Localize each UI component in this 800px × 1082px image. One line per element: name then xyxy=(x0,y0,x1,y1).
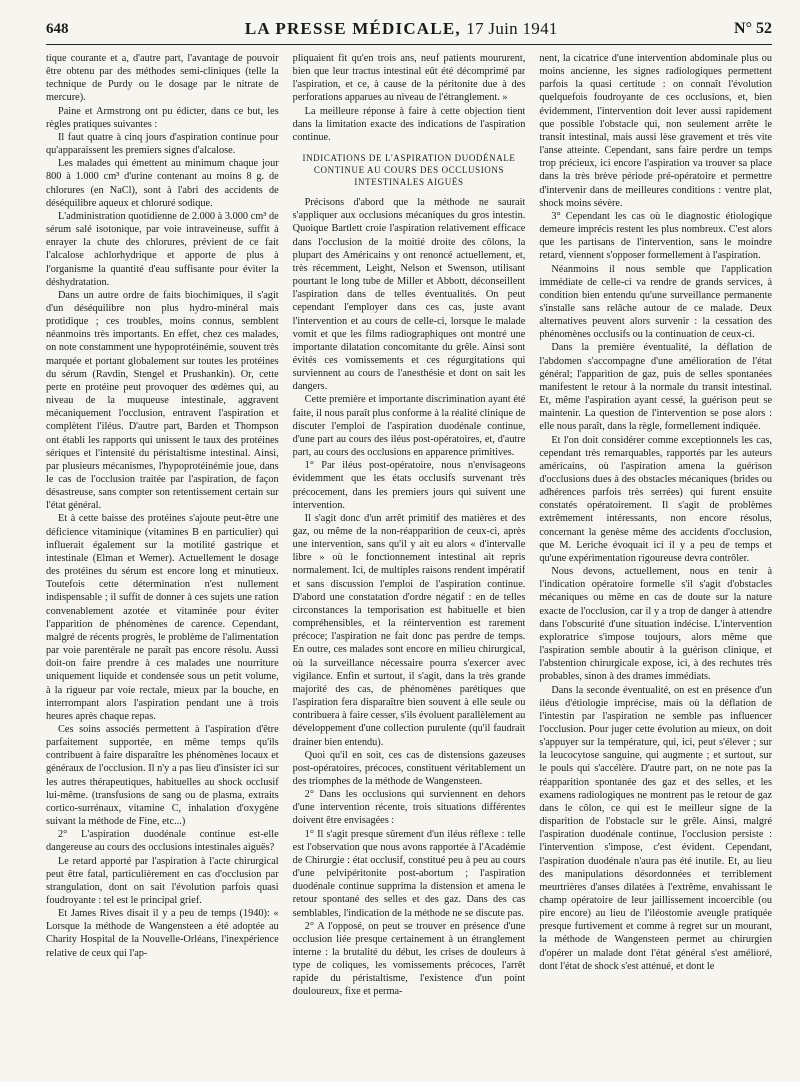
paragraph: Et à cette baisse des protéines s'ajoute peut-être une déficience vitaminique (vitamines B en particulier) qui influerait également sur la motilité gastrique et intestinale (Elman et Wemer). Actuellement le dosage des protéines du sérum est encore long et minutieux. Toutefois cette détermination n'est nullement indispensable ; il suffit de donner à ces sujets une ration convenablement azotée et vitaminée pour éviter l'apparition de phénomènes de carence. Cependant, malgré de récents progrès, le problème de l'alimentation par voie parentérale ne paraît pas encore résolu. Aussi doit-on faire prendre à ces malades une nourriture uniquement liquide et condensée sous un petit volume, à la rigueur par voie rectale, mieux par la bouche, en interrompant alors l'aspiration pendant une à trois heures après chaque repas. xyxy=(46,513,279,722)
paragraph: L'administration quotidienne de 2.000 à 3.000 cm³ de sérum salé isotonique, par voie intraveineuse, suffit à enrayer la chute des chlorures, prévient de ce fait l'alcalose achlorhydrique et apporte de plus à l'organisme la quantité d'eau suffisante pour éviter la déshydratation. xyxy=(46,210,279,288)
paragraph: Il s'agit donc d'un arrêt primitif des matières et des gaz, ou même de la non-réapparition de ceux-ci, après une intervention, sans qu'il y ait eu alors « d'intervalle libre » où le fonctionnement intestinal ait repris normalement. Ici, de multiples raisons rendent impératif et sans discussion l'emploi de l'aspiration continue. D'abord une constatation d'ordre négatif : en de telles circonstances la temporisation est habituelle et bien compréhensibles, et la réintervention est rarement précoce; l'aspiration ne fait donc pas perdre de temps. En outre, ces malades sont encore en milieu chirurgical, où la surveillance nécessaire pourra s'exercer avec vigilance. Enfin et surtout, il s'agit, dans la très grande majorité des cas, de phénomènes parétiques que l'aspiration fera disparaître bien souvent à elle seule ou contribuera à faire cesser, s'ils évoluent parallèlement au développement d'une collection purulente (qu'il faudrait drainer bien entendu). xyxy=(292,512,526,748)
paragraph: Cette première et importante discrimination ayant été faite, il nous paraît plus conforme à la réalité clinique de discuter l'emploi de l'aspiration duodénale continue, d'une part au cours des iléus post-opératoires, et, d'autre part, au cours des occlusions en apparence primitives. xyxy=(292,394,526,459)
paragraph: Dans la seconde éventualité, on est en présence d'un iléus d'étiologie imprécise, mais où la déflation de l'intestin par l'aspiration ne semble pas influencer l'occlusion. Pour juger cette évolution au mieux, on doit s'appuyer sur la température, qui, ici, peut s'élever ; sur la leucocytose sanguine, qui augmente ; et surtout, sur le pouls qui s'accélère. D'autre part, on ne note pas la réapparition spontanée des gaz et des selles, et les examens radiologiques ne montrent pas le retour de gaz dans le côlon, ce qui est le meilleur signe de la disparition de l'obstacle sur le grêle. Ainsi, malgré l'aspiration duodénale continue, l'occlusion persiste : l'intervention s'impose, c'est évident. Cependant, l'aspiration duodénale n'aura pas été inutile. Et, au lieu des manipulations désordonnées et terriblement meurtrières d'anses dilatées à l'extrême, envahissant le champ opératoire de leur jaillissement incoercible (ou pire encore) au lieu de l'iléostomie aveugle pratiquée presque furtivement et comme à regret sur un mourant, la méthode de Wangensteen permet au chirurgien d'opérer un malade dont l'état général s'est amélioré, dont l'état de shock s'est atténué, et dont le xyxy=(539,684,773,972)
section-heading: INDICATIONS DE L'ASPIRATION DUODÉNALE CONTINUE AU COURS DES OCCLUSIONS INTESTINALES AIGUËS xyxy=(302,153,516,188)
journal-title xyxy=(245,19,558,39)
paragraph: 2° A l'opposé, on peut se trouver en présence d'une occlusion liée presque certainement à un étranglement interne : la brutalité du début, les crises de douleurs à type de coliques, les vomissements précoces, l'arrêt rapide du péristaltisme, l'existence d'un point douloureux, fixe et perma- xyxy=(292,920,526,998)
page-header xyxy=(46,14,772,45)
paragraph: Précisons d'abord que la méthode ne saurait s'appliquer aux occlusions mécaniques du gros intestin. Quoique Bartlett croie l'aspiration relativement efficace dans l'occlusion de la moitié droite des côlons, la plupart des Américains y ont renoncé actuellement, et, très récemment, Leight, Nelson et Swenson, utilisant pourtant le long tube de Miller et Abbott, déconseillent l'aspiration dans de telles éventualités. On peut cependant l'employer dans ces cas, juste avant l'intervention et au cours de celle-ci, lorsque le malade vomit et que les films radiographiques ont montré une importante dilatation concomitante du grêle. Ainsi sont évités ces vomissements et ces régurgitations qui surviennent au cours de l'anesthésie et dont on sait les dangers. xyxy=(292,197,526,393)
paragraph: La meilleure réponse à faire à cette objection tient dans la limitation exacte des indications de l'aspiration continue. xyxy=(292,105,526,143)
journal-name: LA PRESSE MÉDICALE, xyxy=(244,19,461,38)
paragraph: Nous devons, actuellement, nous en tenir à l'indication opératoire formelle s'il s'agit d'obstacles mécaniques ou même en cas de doute sur la nature exacte de l'occlusion, car il y a trop de danger à attendre dans l'obscurité d'une situation indécise. L'intervention exploratrice s'impose toujours, alors même que l'aspiration semble aboutir à la guérison clinique, et l'abstention chirurgicale expose, ici, à des rechutes très probables, sinon à des drames immédiats. xyxy=(539,566,773,683)
paragraph: Et l'on doit considérer comme exceptionnels les cas, cependant très remarquables, rapportés par les auteurs américains, où l'aspiration amena la guérison d'occlusions dues à des obstacles mécaniques (brides ou adhérences parfois très serrées) qui furent ensuite constatés opératoirement. Il s'agit de problèmes extrêmement intéressants, non encore résolus, concernant la genèse même des accidents d'occlusion, que M. Leriche évoquait ici il y a peu de temps et qu'une expérimentation rigoureuse devra contrôler. xyxy=(539,434,773,564)
paragraph: nent, la cicatrice d'une intervention abdominale plus ou moins ancienne, les signes radiologiques permettent parfois la quasi certitude : on connaît l'évolution quelquefois foudroyante de ces occlusions, et, bien évidemment, l'intervention doit lever aussi rapidement que possible l'obstacle qui, non seulement arrête le transit intestinal, mais aussi lèse gravement et très vite l'anse atteinte. Cependant, sans faire perdre un temps trop précieux, ici encore l'aspiration va trouver sa place dans la très brève période pré-opératoire et permettre d'intervenir dans de meilleures conditions : ventre plat, shock moins sévère. xyxy=(539,53,773,209)
paragraph: 3° Cependant les cas où le diagnostic étiologique demeure imprécis restent les plus nombreux. C'est alors que les partisans de l'intervention, sans le moindre retard, viennent s'opposer formellement à l'aspiration. xyxy=(539,210,773,262)
paragraph: Dans la première éventualité, la déflation de l'abdomen s'accompagne d'une amélioration de l'état général; l'apparition de gaz, puis de selles spontanées manifestent le retour à la normale du transit intestinal. Et, même l'aspiration ayant cessé, la guérison peut se maintenir. La question de l'intervention se pose alors : elle nous paraît, dans la règle, formellement indiquée. xyxy=(539,342,773,433)
paragraph: Et James Rives disait il y a peu de temps (1940): « Lorsque la méthode de Wangensteen a été adoptée au Charity Hospital de la Nouvelle-Orléans, l'inexpérience relative de ceux qui l'ap- xyxy=(46,908,279,959)
text-column-3 xyxy=(539,52,772,1074)
paragraph: Dans un autre ordre de faits biochimiques, il s'agit d'un déséquilibre non plus hydro-minéral mais protidique ; ces troubles, moins connus, semblent néanmoins très importants. En effet, chez ces malades, on note constamment une hypoprotéinémie, souvent très marquée et portant globalement sur toutes les protéines du sérum (Ravdin, Stengel et Prushankin). Or, cette perte en protéine peut provoquer des œdèmes qui, au niveau de la muqueuse intestinale, aggravent mécaniquement l'occlusion, entravent l'aspiration et complètent l'iléus. D'autre part, Barden et Thompson ont établi les rapports qui unissent le taux des protéines sériques et l'intensité du péristaltisme intestinal. Ainsi, par plusieurs mécanismes, l'hypoprotéinémie joue, dans le cas de l'occlusion traitée par l'aspiration, de façon désastreuse, sans compter son retentissement certain sur l'état général. xyxy=(46,289,279,512)
paragraph: 2° L'aspiration duodénale continue est-elle dangereuse au cours des occlusions intestinales aiguës? xyxy=(46,829,279,854)
paragraph: Le retard apporté par l'aspiration à l'acte chirurgical peut être fatal, particulièrement en cas d'occlusion par strangulation, dont on sait l'évolution parfois quasi foudroyante : tel est le principal grief. xyxy=(46,855,279,906)
issue-number: N° 52 xyxy=(734,20,772,37)
paragraph: Quoi qu'il en soit, ces cas de distensions gazeuses post-opératoires, précoces, constituent véritablement un des triomphes de la méthode de Wangensteen. xyxy=(292,749,526,787)
paragraph: Il faut quatre à cinq jours d'aspiration continue pour qu'apparaissent les premiers signes d'alcalose. xyxy=(46,131,279,157)
paragraph: 2° Dans les occlusions qui surviennent en dehors d'une intervention récente, trois situations différentes doivent être envisagées : xyxy=(292,789,526,827)
paragraph: Paine et Armstrong ont pu édicter, dans ce but, les règles pratiques suivantes : xyxy=(46,105,279,130)
paragraph: tique courante et a, d'autre part, l'avantage de pouvoir être obtenu par des méthodes semi-cliniques (telle la technique de Purdy ou le dosage par le nitrate de mercure). xyxy=(46,53,279,104)
paragraph: 1° Il s'agit presque sûrement d'un iléus réflexe : telle est l'observation que nous avons rapportée à l'Académie de Chirurgie : état occlusif, constitué peu à peu au cours d'une pelvipéritonite post-abortum ; l'aspiration duodénale continue supprima la distension et amena le retour spontané des selles et des gaz. Dans des cas semblables, l'indication de la méthode ne se discute pas. xyxy=(292,828,526,919)
paragraph: 1° Par iléus post-opératoire, nous n'envisageons évidemment que les états occlusifs survenant très précocement, dans les premiers jours qui suivent une intervention. xyxy=(292,460,526,511)
text-column-2 xyxy=(293,52,526,1074)
paragraph: Ces soins associés permettent à l'aspiration d'être parfaitement supportée, en même temps qu'ils contribuent à faire disparaître les phénomènes locaux et généraux de l'occlusion. Il n'y a pas lieu d'insister ici sur les autres thérapeutiques, habituelles au shock occlusif lui-même. (transfusions de sang ou de plasma, extraits cortico-surrénaux, vitamine C, inhalation d'oxygène suivant la méthode de Fine, etc...) xyxy=(46,723,279,828)
paragraph: Néanmoins il nous semble que l'application immédiate de celle-ci va rendre de grands services, à condition bien entendu qu'une surveillance permanente s'installe sans relâche autour de ce malade. Deux alternatives peuvent alors survenir : la cessation des phénomènes occlusifs ou la continuation de ceux-ci. xyxy=(539,263,773,341)
issue-date: 17 Juin 1941 xyxy=(466,19,558,38)
page-number: 648 xyxy=(46,20,69,37)
paragraph: Les malades qui émettent au minimum chaque jour 800 à 1.000 cm³ d'urine contenant au moins 8 g. de chlorures (en NaCl), sont à l'abri des accidents de déséquilibre aqueux et chloruré sodique. xyxy=(46,158,279,209)
text-column-1 xyxy=(46,52,279,1074)
paragraph: pliquaient fit qu'en trois ans, neuf patients moururent, bien que leur tractus intestinal eût été décomprimé par l'aspiration, et ce, à cause de la péritonite due à des perforations apparues au niveau de l'étranglement. » xyxy=(292,53,526,104)
article-body xyxy=(46,52,772,1074)
